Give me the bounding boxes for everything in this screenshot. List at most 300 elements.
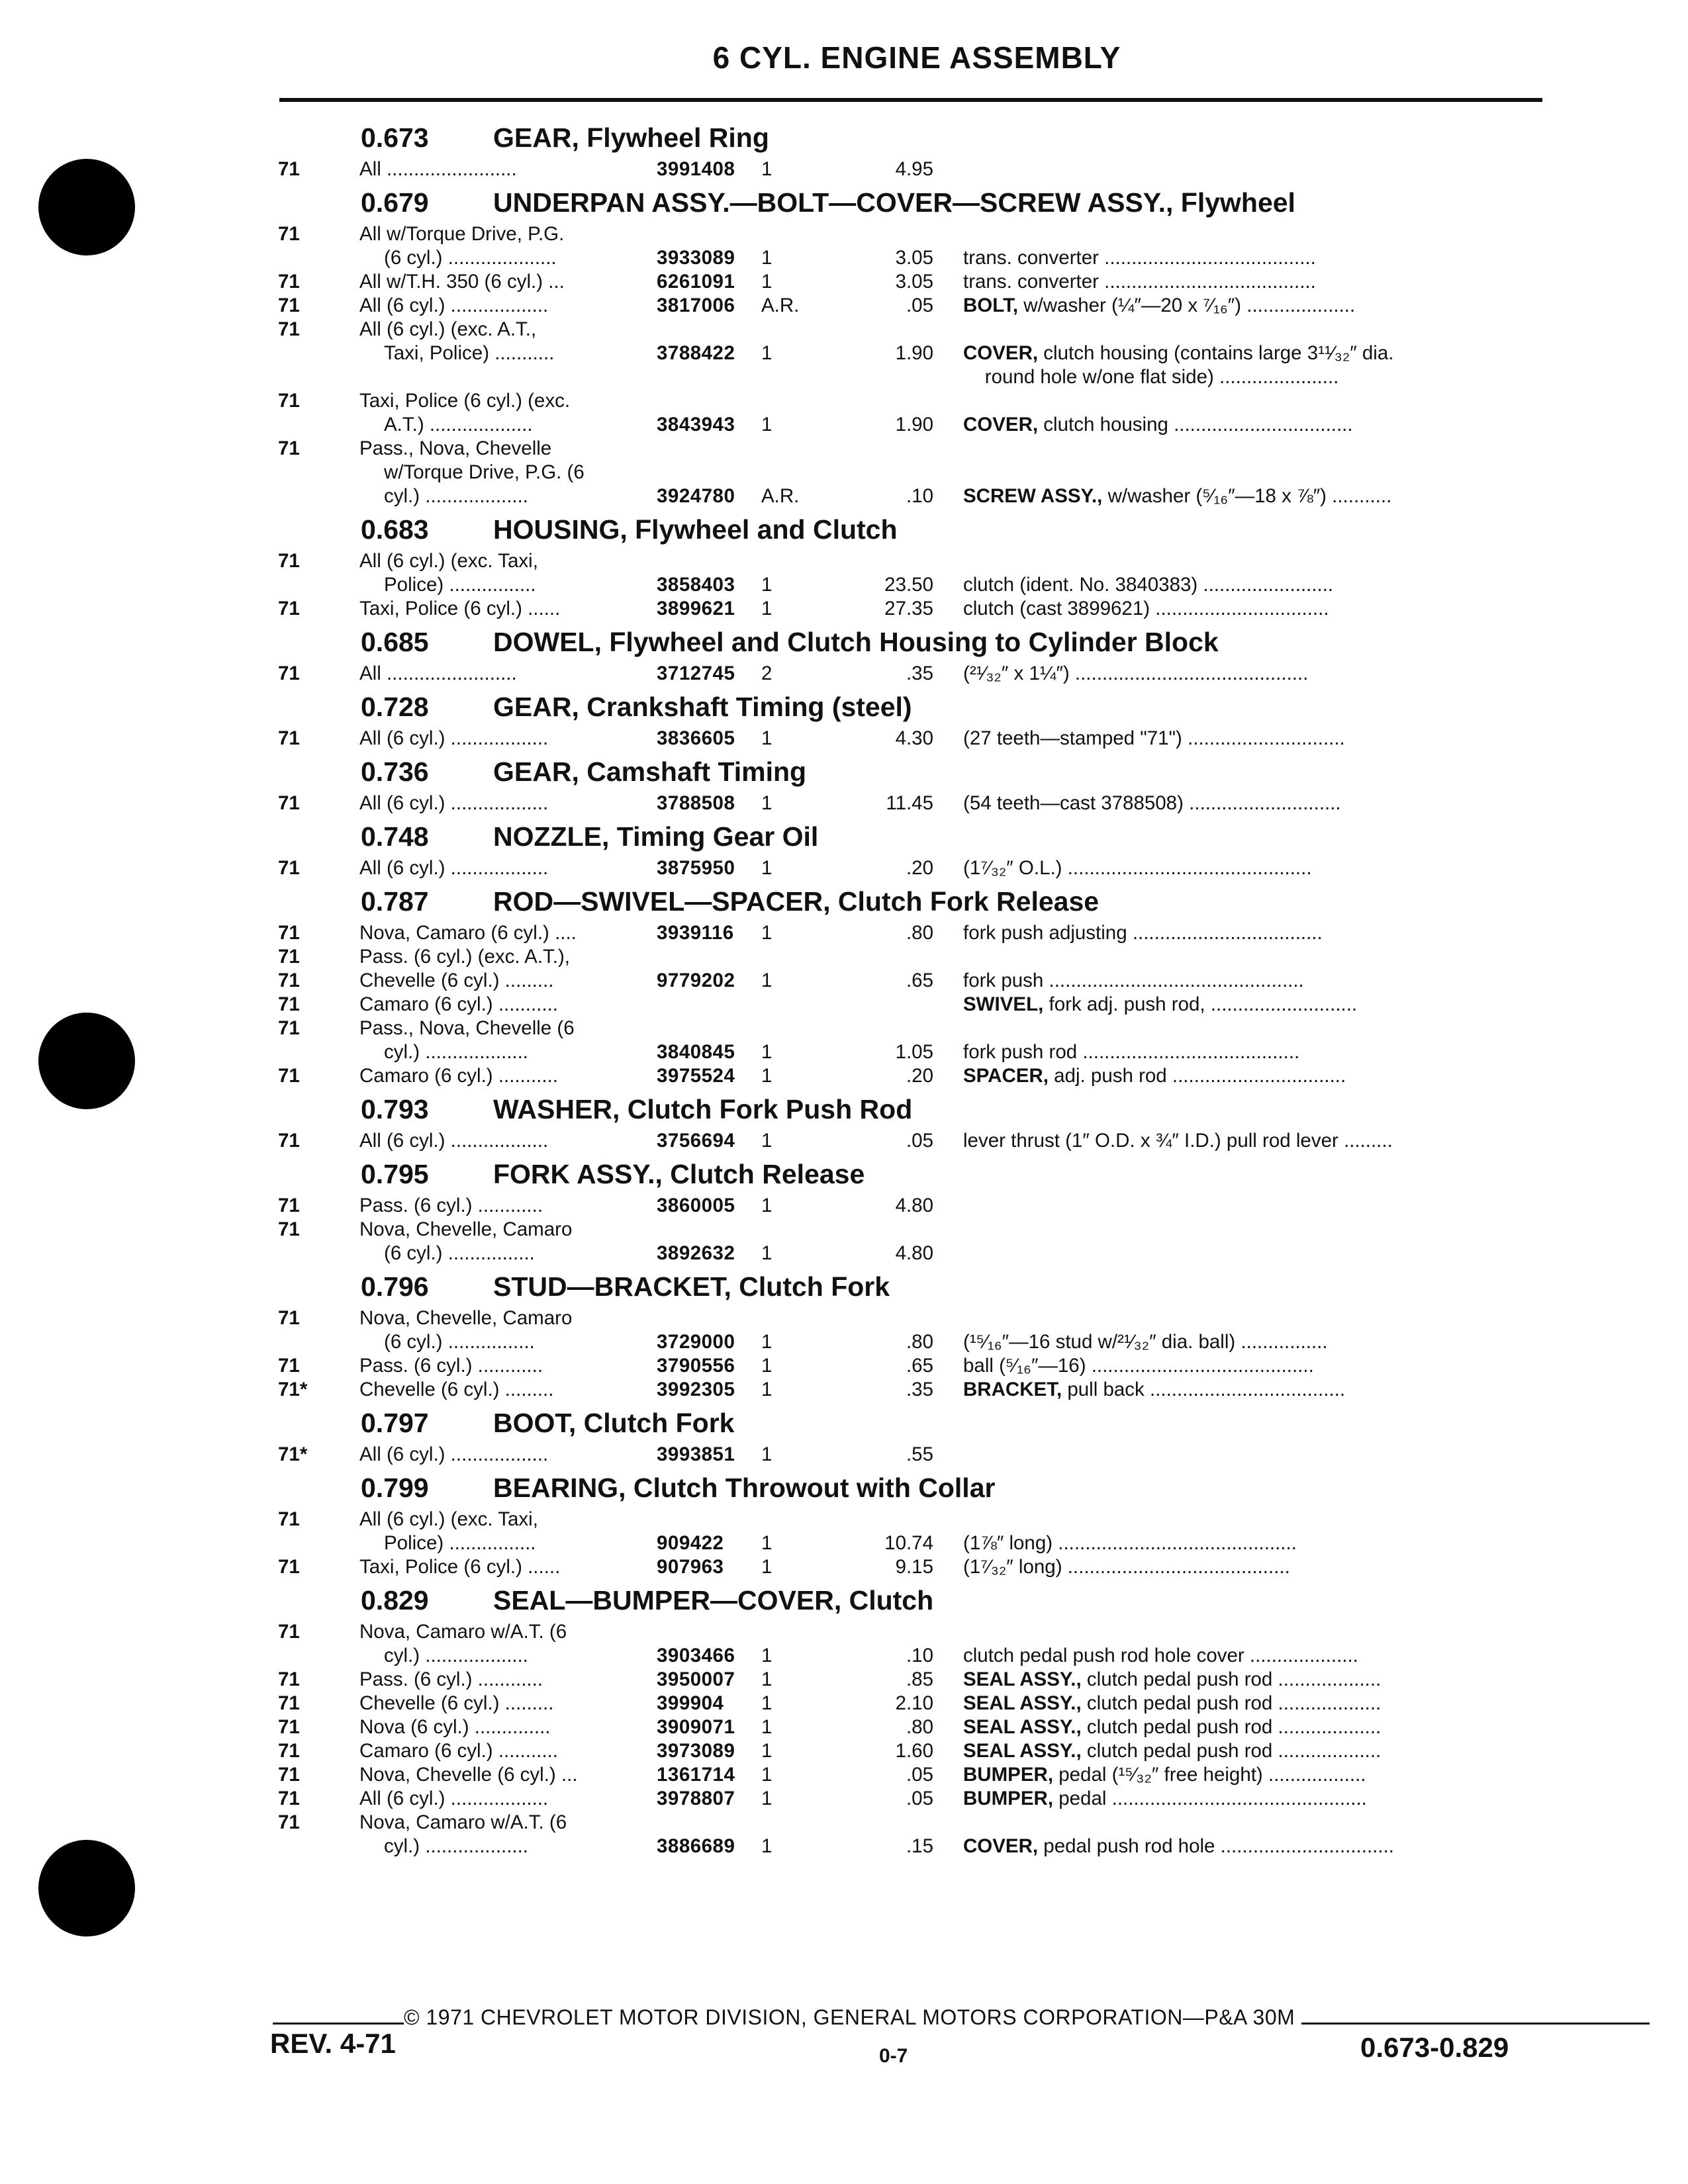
section-heading xyxy=(252,751,1549,792)
quantity: 1 xyxy=(761,1242,773,1264)
part-entry-line xyxy=(252,969,1549,993)
part-entry-line xyxy=(252,1715,1549,1739)
part-entry xyxy=(252,1194,1549,1218)
description-keyword: SEAL ASSY., xyxy=(963,1716,1082,1738)
application: Taxi, Police) ........... xyxy=(384,342,555,364)
part-entry xyxy=(252,1555,1549,1579)
description-keyword: BUMPER, xyxy=(963,1764,1054,1786)
model-year: 71 xyxy=(278,922,300,944)
application: Taxi, Police (6 cyl.) ...... xyxy=(359,1556,561,1578)
description-text: clutch pedal push rod hole cover .................... xyxy=(963,1645,1358,1666)
parts-catalog-body xyxy=(252,116,1549,1858)
description xyxy=(963,921,1546,945)
section-heading xyxy=(252,1467,1549,1508)
part-entry xyxy=(252,1715,1549,1739)
description-text: clutch housing ................................. xyxy=(1038,414,1353,435)
application: Nova, Chevelle, Camaro xyxy=(359,1218,573,1240)
quantity: 1 xyxy=(761,1764,773,1786)
price: 4.30 xyxy=(895,727,933,749)
section-number: 0.728 xyxy=(361,692,429,722)
price: 1.05 xyxy=(895,1041,933,1063)
part-entry-line xyxy=(252,921,1549,945)
section-number: 0.796 xyxy=(361,1271,429,1302)
model-year: 71 xyxy=(278,857,300,879)
description xyxy=(963,294,1546,318)
description-text: ball (⁵⁄₁₆″—16) ......................................... xyxy=(963,1355,1314,1377)
description-text: (1⁷⁄₃₂″ long) ......................................... xyxy=(963,1556,1290,1578)
application: Nova (6 cyl.) .............. xyxy=(359,1716,551,1738)
application: w/Torque Drive, P.G. (6 xyxy=(384,461,585,483)
section-number: 0.799 xyxy=(361,1473,429,1503)
part-entry xyxy=(252,1692,1549,1715)
description-keyword: BRACKET, xyxy=(963,1379,1062,1400)
section-title: STUD—BRACKET, Clutch Fork xyxy=(493,1271,890,1302)
quantity: 1 xyxy=(761,1740,773,1762)
application: Taxi, Police (6 cyl.) (exc. xyxy=(359,390,571,412)
description xyxy=(963,270,1546,294)
part-number: 3817006 xyxy=(657,295,735,316)
description xyxy=(963,969,1546,993)
description xyxy=(963,1715,1546,1739)
model-year: 71 xyxy=(278,318,300,340)
price: 27.35 xyxy=(884,598,933,619)
description-text: w/washer (¼″—20 x ⁷⁄₁₆″) .................... xyxy=(1018,295,1356,316)
description-text: clutch pedal push rod ................... xyxy=(1081,1668,1382,1690)
section-title: SEAL—BUMPER—COVER, Clutch xyxy=(493,1585,934,1615)
part-entry xyxy=(252,1763,1549,1787)
model-year: 71 xyxy=(278,223,300,245)
application: (6 cyl.) ................ xyxy=(384,1331,535,1353)
model-year: 71 xyxy=(278,1508,300,1530)
model-year: 71 xyxy=(278,1556,300,1578)
part-entry xyxy=(252,318,1549,389)
part-entry xyxy=(252,597,1549,621)
part-number: 3788508 xyxy=(657,792,735,814)
description xyxy=(963,246,1546,270)
description xyxy=(963,1555,1546,1579)
part-number: 3909071 xyxy=(657,1716,735,1738)
part-entry xyxy=(252,1218,1549,1265)
part-entry-line xyxy=(252,413,1549,437)
model-year: 71 xyxy=(278,727,300,749)
price: .20 xyxy=(906,1065,933,1087)
catalog-section xyxy=(252,1265,1549,1402)
description xyxy=(963,1354,1546,1378)
part-number: 3886689 xyxy=(657,1835,735,1857)
price: 11.45 xyxy=(886,792,933,814)
price: .15 xyxy=(906,1835,933,1857)
part-entry xyxy=(252,1129,1549,1153)
description xyxy=(963,1692,1546,1715)
model-year: 71 xyxy=(278,295,300,316)
quantity: A.R. xyxy=(761,485,800,507)
application: All w/Torque Drive, P.G. xyxy=(359,223,565,245)
section-heading xyxy=(252,181,1549,222)
application: All ........................ xyxy=(359,158,517,180)
quantity: 1 xyxy=(761,1692,773,1714)
description-text: (1⁷⁄₃₂″ O.L.) ............................................. xyxy=(963,857,1312,879)
description xyxy=(963,662,1546,686)
application: Chevelle (6 cyl.) ......... xyxy=(359,1379,554,1400)
section-number: 0.673 xyxy=(361,122,429,153)
application: Pass. (6 cyl.) ............ xyxy=(359,1355,543,1377)
part-number: 3939116 xyxy=(657,922,734,944)
description xyxy=(963,1040,1546,1064)
part-number: 3712745 xyxy=(657,662,735,684)
quantity: 1 xyxy=(761,727,773,749)
part-entry xyxy=(252,856,1549,880)
quantity: 1 xyxy=(761,1195,773,1216)
application: Nova, Chevelle (6 cyl.) ... xyxy=(359,1764,578,1786)
section-heading xyxy=(252,815,1549,856)
description-text: clutch (ident. No. 3840383) ........................ xyxy=(963,574,1334,596)
catalog-section xyxy=(252,751,1549,815)
application: All (6 cyl.) (exc. Taxi, xyxy=(359,1508,538,1530)
part-entry xyxy=(252,662,1549,686)
model-year: 71 xyxy=(278,946,300,968)
price: 23.50 xyxy=(884,574,933,596)
description xyxy=(963,727,1546,751)
part-entry xyxy=(252,1354,1549,1378)
section-number: 0.795 xyxy=(361,1159,429,1189)
section-heading xyxy=(252,116,1549,158)
application: Pass. (6 cyl.) ............ xyxy=(359,1195,543,1216)
description-text: clutch (cast 3899621) ................................ xyxy=(963,598,1329,619)
part-entry-line xyxy=(252,1508,1549,1531)
description xyxy=(963,341,1546,365)
price: 1.60 xyxy=(895,1740,933,1762)
section-title: DOWEL, Flywheel and Clutch Housing to Cylinder Block xyxy=(493,627,1219,657)
description-keyword: SEAL ASSY., xyxy=(963,1692,1082,1714)
part-entry xyxy=(252,1017,1549,1064)
application: (6 cyl.) .................... xyxy=(384,247,557,269)
section-heading xyxy=(252,1153,1549,1194)
quantity: 1 xyxy=(761,1788,773,1809)
price: 4.80 xyxy=(895,1242,933,1264)
price: .05 xyxy=(906,1788,933,1809)
section-title: NOZZLE, Timing Gear Oil xyxy=(493,821,819,852)
description xyxy=(963,1064,1546,1088)
section-heading xyxy=(252,1579,1549,1620)
section-heading xyxy=(252,880,1549,921)
application: Nova, Chevelle, Camaro xyxy=(359,1307,573,1329)
section-title: BEARING, Clutch Throwout with Collar xyxy=(493,1473,996,1503)
part-number: 3843943 xyxy=(657,414,735,435)
description-text: round hole w/one flat side) ...................... xyxy=(963,366,1339,388)
part-number: 399904 xyxy=(657,1692,724,1714)
application: Pass., Nova, Chevelle (6 xyxy=(359,1017,575,1039)
part-number: 3899621 xyxy=(657,598,735,619)
application: Camaro (6 cyl.) ........... xyxy=(359,1740,558,1762)
part-entry-line xyxy=(252,158,1549,181)
description xyxy=(963,484,1546,508)
application: Taxi, Police (6 cyl.) ...... xyxy=(359,598,561,619)
application: All (6 cyl.) .................. xyxy=(359,1443,549,1465)
model-year: 71 xyxy=(278,1130,300,1152)
part-entry-line xyxy=(252,341,1549,365)
application: Chevelle (6 cyl.) ......... xyxy=(359,1692,554,1714)
application: All (6 cyl.) .................. xyxy=(359,792,549,814)
description-keyword: SEAL ASSY., xyxy=(963,1668,1082,1690)
model-year: 71 xyxy=(278,993,300,1015)
quantity: 2 xyxy=(761,662,773,684)
part-entry xyxy=(252,727,1549,751)
part-entry-line xyxy=(252,993,1549,1017)
application: cyl.) ................... xyxy=(384,1645,528,1666)
description-text: fork push rod ........................................ xyxy=(963,1041,1300,1063)
section-number: 0.683 xyxy=(361,514,429,545)
quantity: 1 xyxy=(761,1041,773,1063)
part-entry-line xyxy=(252,246,1549,270)
part-number: 3978807 xyxy=(657,1788,735,1809)
part-entry-line xyxy=(252,1668,1549,1692)
model-year: 71 xyxy=(278,598,300,619)
catalog-section xyxy=(252,181,1549,508)
part-entry-line xyxy=(252,1194,1549,1218)
model-year: 71 xyxy=(278,1788,300,1809)
price: 4.80 xyxy=(895,1195,933,1216)
description xyxy=(963,1129,1546,1153)
description xyxy=(963,1644,1546,1668)
price: .80 xyxy=(906,1716,933,1738)
part-entry-line xyxy=(252,945,1549,969)
description-text: pedal (¹⁵⁄₃₂″ free height) .................. xyxy=(1053,1764,1366,1786)
header-rule xyxy=(279,98,1542,102)
description-text: pull back .................................... xyxy=(1062,1379,1346,1400)
description-keyword: SCREW ASSY., xyxy=(963,485,1103,507)
price: .55 xyxy=(906,1443,933,1465)
catalog-section xyxy=(252,1153,1549,1265)
description-keyword: COVER, xyxy=(963,414,1039,435)
application: All (6 cyl.) .................. xyxy=(359,1130,549,1152)
application: Police) ................ xyxy=(384,574,536,596)
part-entry-line xyxy=(252,1218,1549,1242)
model-year: 71 xyxy=(278,1065,300,1087)
description xyxy=(963,413,1546,437)
quantity: 1 xyxy=(761,1331,773,1353)
description-text: clutch housing (contains large 3¹¹⁄₃₂″ dia. xyxy=(1038,342,1394,364)
model-year: 71* xyxy=(278,1443,308,1465)
quantity: 1 xyxy=(761,158,773,180)
catalog-section xyxy=(252,508,1549,621)
description-keyword: SPACER, xyxy=(963,1065,1049,1087)
model-year: 71 xyxy=(278,437,300,459)
quantity: 1 xyxy=(761,1443,773,1465)
part-number: 3840845 xyxy=(657,1041,735,1063)
quantity: 1 xyxy=(761,414,773,435)
description xyxy=(963,1531,1546,1555)
section-heading xyxy=(252,1265,1549,1306)
model-year: 71 xyxy=(278,390,300,412)
part-entry-line xyxy=(252,1378,1549,1402)
part-number: 907963 xyxy=(657,1556,724,1578)
part-entry-line xyxy=(252,662,1549,686)
price: .65 xyxy=(906,1355,933,1377)
description xyxy=(963,1378,1546,1402)
model-year: 71* xyxy=(278,1379,308,1400)
quantity: 1 xyxy=(761,247,773,269)
section-title: WASHER, Clutch Fork Push Rod xyxy=(493,1094,913,1124)
section-heading xyxy=(252,686,1549,727)
model-year: 71 xyxy=(278,550,300,572)
part-entry-line xyxy=(252,484,1549,508)
part-entry xyxy=(252,969,1549,993)
description xyxy=(963,365,1546,389)
part-entry-line xyxy=(252,1739,1549,1763)
price: .10 xyxy=(906,485,933,507)
section-number: 0.736 xyxy=(361,756,429,787)
part-number: 3992305 xyxy=(657,1379,735,1400)
price: 3.05 xyxy=(895,271,933,293)
model-year: 71 xyxy=(278,158,300,180)
description xyxy=(963,1668,1546,1692)
model-year: 71 xyxy=(278,1811,300,1833)
price: 2.10 xyxy=(895,1692,933,1714)
part-number: 3729000 xyxy=(657,1331,735,1353)
part-entry xyxy=(252,1064,1549,1088)
part-entry-line xyxy=(252,1242,1549,1265)
price: .35 xyxy=(906,1379,933,1400)
catalog-section xyxy=(252,116,1549,181)
description xyxy=(963,1763,1546,1787)
part-entry-line xyxy=(252,1835,1549,1858)
model-year: 71 xyxy=(278,1692,300,1714)
part-number: 3950007 xyxy=(657,1668,735,1690)
price: .20 xyxy=(906,857,933,879)
description xyxy=(963,856,1546,880)
application: Camaro (6 cyl.) ........... xyxy=(359,993,558,1015)
catalog-section xyxy=(252,621,1549,686)
part-entry-line xyxy=(252,1811,1549,1835)
application: (6 cyl.) ................ xyxy=(384,1242,535,1264)
part-number: 3924780 xyxy=(657,485,735,507)
application: All (6 cyl.) .................. xyxy=(359,1788,549,1809)
section-heading xyxy=(252,1402,1549,1443)
application: Nova, Camaro w/A.T. (6 xyxy=(359,1621,567,1643)
part-entry-line xyxy=(252,1763,1549,1787)
part-entry-line xyxy=(252,318,1549,341)
part-number: 1361714 xyxy=(657,1764,735,1786)
catalog-section xyxy=(252,686,1549,751)
description-text: adj. push rod ................................ xyxy=(1048,1065,1346,1087)
part-entry-line xyxy=(252,1129,1549,1153)
section-title: BOOT, Clutch Fork xyxy=(493,1408,735,1438)
part-entry xyxy=(252,792,1549,815)
description-text: (27 teeth—stamped "71") ............................. xyxy=(963,727,1345,749)
price: 9.15 xyxy=(895,1556,933,1578)
part-entry-line xyxy=(252,1531,1549,1555)
model-year: 71 xyxy=(278,271,300,293)
model-year: 71 xyxy=(278,1740,300,1762)
description-text: pedal push rod hole ................................ xyxy=(1038,1835,1394,1857)
section-number: 0.829 xyxy=(361,1585,429,1615)
quantity: 1 xyxy=(761,1532,773,1554)
section-heading xyxy=(252,621,1549,662)
model-year: 71 xyxy=(278,1621,300,1643)
description-text: trans. converter ....................................... xyxy=(963,271,1316,293)
description-text: lever thrust (1″ O.D. x ¾″ I.D.) pull rod lever ......... xyxy=(963,1130,1393,1152)
part-number: 3892632 xyxy=(657,1242,735,1264)
part-entry-line xyxy=(252,222,1549,246)
part-entry-line xyxy=(252,1306,1549,1330)
part-entry-line xyxy=(252,1692,1549,1715)
part-number: 3991408 xyxy=(657,158,735,180)
part-entry-line xyxy=(252,270,1549,294)
description-keyword: COVER, xyxy=(963,342,1039,364)
application: Pass. (6 cyl.) (exc. A.T.), xyxy=(359,946,571,968)
section-title: GEAR, Camshaft Timing xyxy=(493,756,807,787)
part-entry xyxy=(252,1787,1549,1811)
description xyxy=(963,1739,1546,1763)
part-entry xyxy=(252,921,1549,945)
catalog-section xyxy=(252,880,1549,1088)
model-year: 71 xyxy=(278,792,300,814)
section-number: 0.797 xyxy=(361,1408,429,1438)
part-entry-line xyxy=(252,1330,1549,1354)
description-text: w/washer (⁵⁄₁₆″—18 x ⅞″) ........... xyxy=(1102,485,1392,507)
part-number: 3933089 xyxy=(657,247,735,269)
price: .35 xyxy=(906,662,933,684)
catalog-section xyxy=(252,815,1549,880)
price: .05 xyxy=(906,295,933,316)
quantity: 1 xyxy=(761,922,773,944)
quantity: 1 xyxy=(761,792,773,814)
quantity: 1 xyxy=(761,598,773,619)
part-entry-line xyxy=(252,1354,1549,1378)
section-number: 0.748 xyxy=(361,821,429,852)
description-keyword: COVER, xyxy=(963,1835,1039,1857)
application: All (6 cyl.) .................. xyxy=(359,727,549,749)
application: cyl.) ................... xyxy=(384,1041,528,1063)
part-entry-line xyxy=(252,792,1549,815)
part-entry-line xyxy=(252,1555,1549,1579)
application: All (6 cyl.) .................. xyxy=(359,857,549,879)
part-number: 6261091 xyxy=(657,271,735,293)
price: .85 xyxy=(906,1668,933,1690)
description-text: pedal ............................................... xyxy=(1053,1788,1367,1809)
part-number: 3973089 xyxy=(657,1740,735,1762)
part-entry xyxy=(252,222,1549,270)
quantity: 1 xyxy=(761,970,773,991)
quantity: 1 xyxy=(761,1716,773,1738)
quantity: 1 xyxy=(761,342,773,364)
application: cyl.) ................... xyxy=(384,1835,528,1857)
part-entry xyxy=(252,549,1549,597)
model-year: 71 xyxy=(278,1307,300,1329)
binder-hole-top xyxy=(38,159,135,255)
description-text: clutch pedal push rod ................... xyxy=(1081,1740,1382,1762)
application: cyl.) ................... xyxy=(384,485,528,507)
application: Police) ................ xyxy=(384,1532,536,1554)
section-title: UNDERPAN ASSY.—BOLT—COVER—SCREW ASSY., Flywheel xyxy=(493,187,1295,218)
copyright-notice: © 1971 CHEVROLET MOTOR DIVISION, GENERAL MOTORS CORPORATION—P&A 30M xyxy=(404,2005,1301,2030)
part-entry xyxy=(252,158,1549,181)
description-keyword: BOLT, xyxy=(963,295,1019,316)
part-entry xyxy=(252,437,1549,508)
part-number: 3860005 xyxy=(657,1195,735,1216)
part-entry xyxy=(252,294,1549,318)
section-title: GEAR, Flywheel Ring xyxy=(493,122,769,153)
part-entry xyxy=(252,1739,1549,1763)
price: .80 xyxy=(906,1331,933,1353)
description xyxy=(963,792,1546,815)
catalog-section xyxy=(252,1402,1549,1467)
model-year: 71 xyxy=(278,1218,300,1240)
price: 10.74 xyxy=(884,1532,933,1554)
part-number: 3836605 xyxy=(657,727,735,749)
description xyxy=(963,573,1546,597)
price: 1.90 xyxy=(895,342,933,364)
